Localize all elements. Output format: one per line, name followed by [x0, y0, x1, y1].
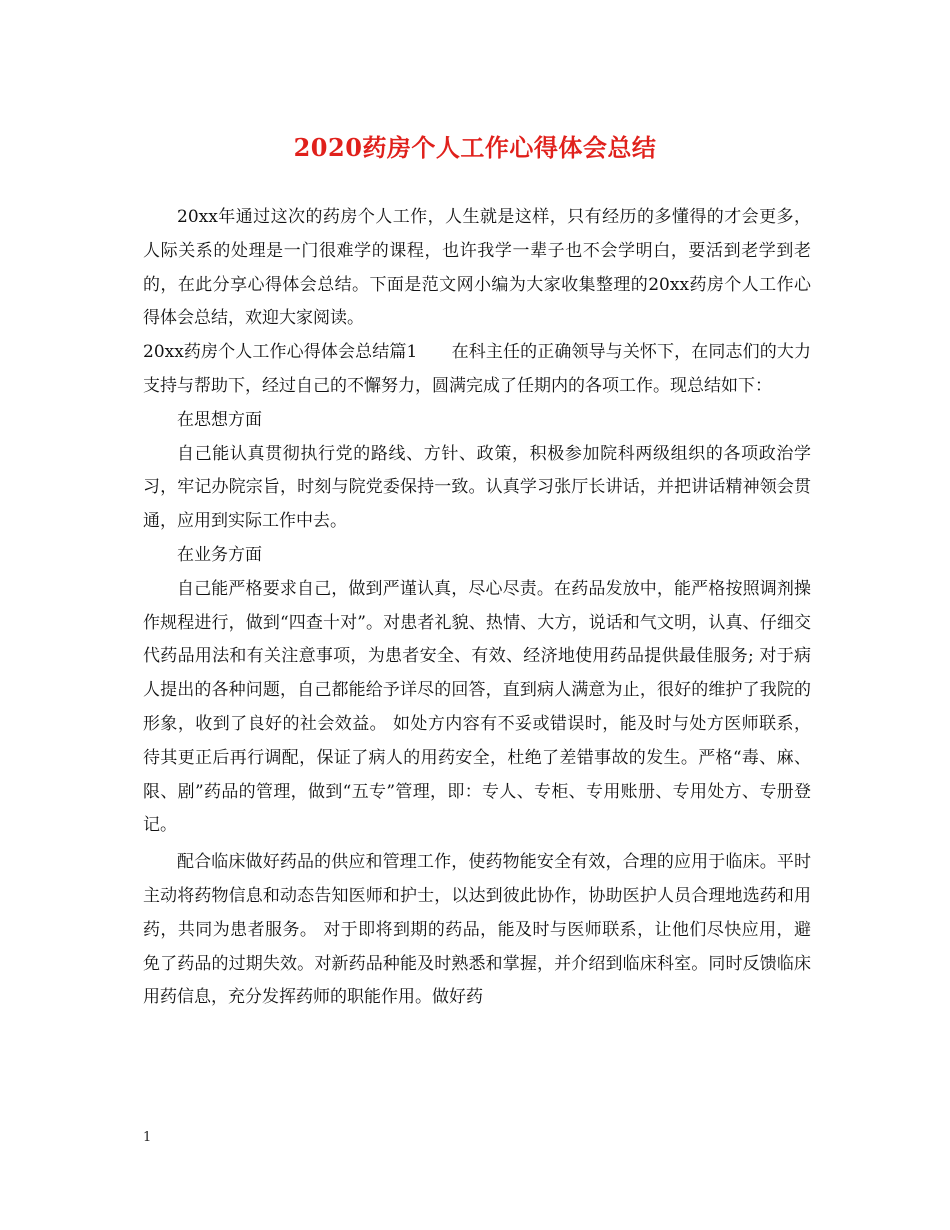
- paragraph-intro: 20xx年通过这次的药房个人工作，人生就是这样，只有经历的多懂得的才会更多，人际关系的处理是一门很难学的课程，也许我学一辈子也不会学明白，要活到老学到老的，在此分享心得体会总结。下面是范文网小编为大家收集整理的20xx药房个人工作心得体会总结，欢迎大家阅读。: [143, 207, 811, 329]
- paragraph-section-one: 20xx药房个人工作心得体会总结篇1 在科主任的正确领导与关怀下，在同志们的大力支持与帮助下，经过自己的不懈努力，圆满完成了任期内的各项工作。现总结如下：: [143, 342, 811, 396]
- page-number: 1: [143, 1130, 152, 1145]
- paragraph-clinical: 配合临床做好药品的供应和管理工作，使药物能安全有效，合理的应用于临床。平时主动将药物信息和动态告知医师和护士，以达到彼此协作，协助医护人员合理地选药和用药，共同为患者服务。 对于即将到期的药品，能及时与医师联系，让他们尽快应用，避免了药品的过期失效。对新药品种能及时熟悉和掌握，并介绍到临床科室。同时反馈临床用药信息，充分发挥药师的职能作用。做好药: [143, 852, 811, 1008]
- paragraph-business: 自己能严格要求自己，做到严谨认真，尽心尽责。在药品发放中，能严格按照调剂操作规程进行，做到“四查十对”。对患者礼貌、热情、大方，说话和气文明，认真、仔细交代药品用法和有关注意事项，为患者安全、有效、经济地使用药品提供最佳服务; 对于病人提出的各种问题，自己都能给予详尽的回答，直到病人满意为止，很好的维护了我院的形象，收到了良好的社会效益。 如处方内容有不妥或错误时，能及时与处方医师联系，待其更正后再行调配，保证了病人的用药安全，杜绝了差错事故的发生。严格“毒、麻、限、剧”药品的管理，做到“五专”管理，即：专人、专柜、专用账册、专用处方、专册登记。: [143, 578, 811, 836]
- document-body: [143, 201, 811, 1015]
- paragraph-ideology: 自己能认真贯彻执行党的路线、方针、政策，积极参加院科两级组织的各项政治学习，牢记办院宗旨，时刻与院党委保持一致。认真学习张厅长讲话，并把讲话精神领会贯通，应用到实际工作中去。: [143, 443, 811, 532]
- heading-ideology: 在思想方面: [177, 409, 262, 430]
- heading-business: 在业务方面: [177, 544, 262, 565]
- document-title: 2020药房个人工作心得体会总结: [293, 133, 657, 162]
